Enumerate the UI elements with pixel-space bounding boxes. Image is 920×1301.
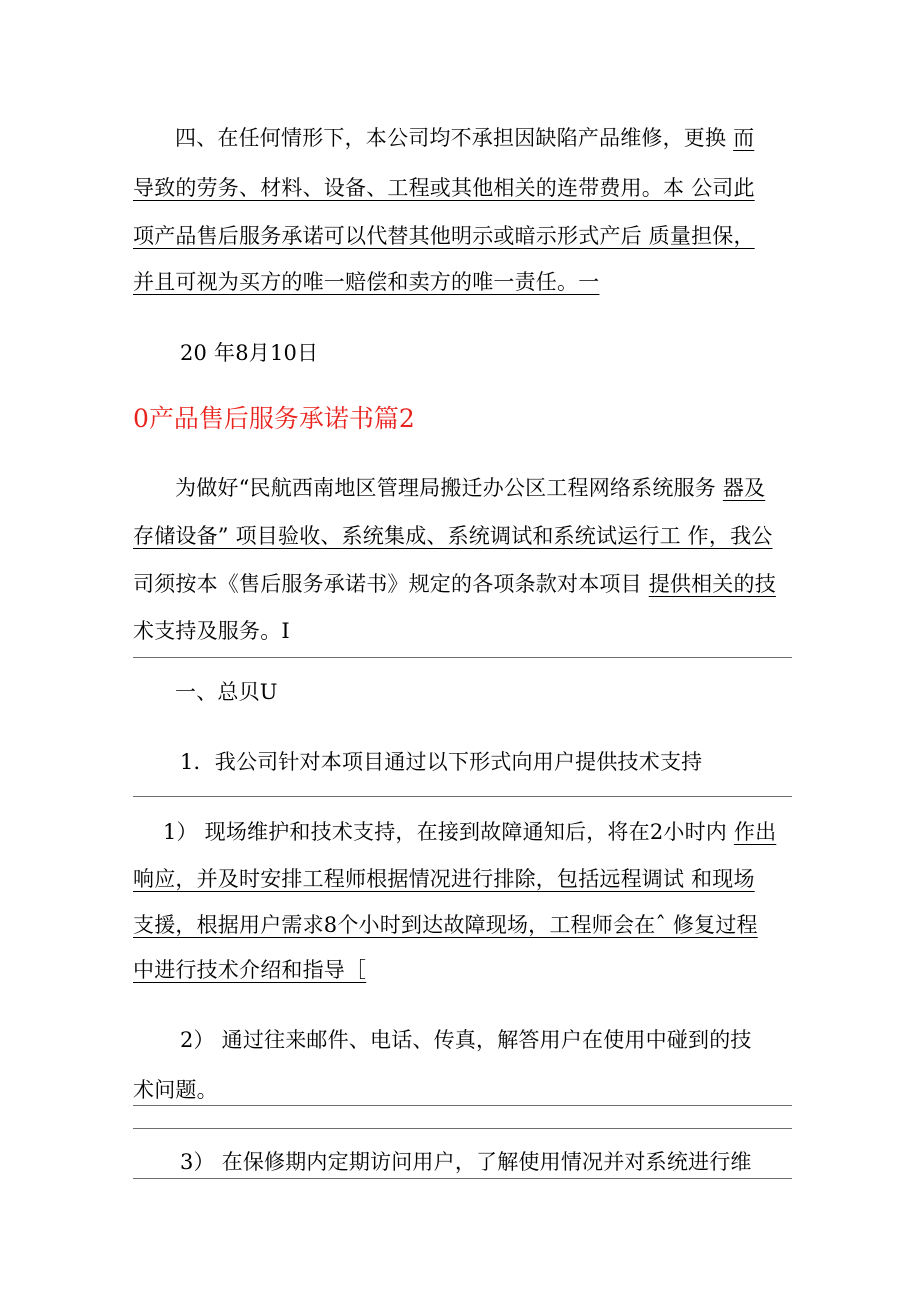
sub1-line1-text: 1） 现场维护和技术支持，在接到故障通知后，将在2小时内 — [163, 820, 727, 844]
para2-line1-text: 为做好“民航西南地区管理局搬迁办公区工程网络系统服务 — [175, 476, 716, 500]
para2-line1 — [175, 474, 765, 502]
para2-line3 — [133, 570, 776, 598]
para2-line3-text: 司须按本《售后服务承诺书》规定的各项条款对本项目 — [133, 572, 642, 596]
divider-rule-5 — [133, 1178, 792, 1179]
para1-line4: 并且可视为买方的唯一赔偿和卖方的唯一责任。一 — [133, 270, 600, 294]
para1-line2: 导致的劳务、材料、设备、工程或其他相关的连带费用。本 公司此 — [133, 176, 755, 200]
para1-line3: 项产品售后服务承诺可以代替其他明示或暗示形式产后 质量担保， — [133, 224, 755, 248]
divider-rule-4 — [133, 1128, 792, 1129]
sub1-line4: 中进行技术介绍和指导［ — [133, 958, 367, 982]
section-heading: 0产品售后服务承诺书篇2 — [133, 404, 415, 433]
sub2-line1: 2） 通过往来邮件、电话、传真，解答用户在使用中碰到的技 — [180, 1028, 752, 1052]
divider-rule-1 — [133, 657, 792, 658]
sub3-line1: 3） 在保修期内定期访问用户，了解使用情况并对系统进行维 — [180, 1150, 752, 1174]
sub1-line2: 响应，并及时安排工程师根据情况进行排除，包括远程调试 和现场 — [133, 867, 755, 891]
sub2-line2: 术问题。 — [133, 1078, 218, 1102]
para1-line1-underlined: 而 — [733, 126, 755, 150]
item1-line: 1．我公司针对本项目通过以下形式向用户提供技术支持 — [180, 750, 703, 774]
para2-line1-underlined: 器及 — [722, 476, 766, 500]
section1-title: 一、总贝U — [175, 680, 278, 704]
para2-line3-underlined: 提供相关的技 — [648, 572, 776, 596]
para1-line1-text: 四、在任何情形下，本公司均不承担因缺陷产品维修，更换 — [175, 126, 727, 150]
para2-line4: 术支持及服务。I — [133, 619, 290, 643]
date-line: 20 年8月10日 — [180, 341, 319, 365]
sub1-line1 — [163, 818, 776, 846]
sub1-line1-underlined: 作出 — [733, 820, 777, 844]
divider-rule-3 — [133, 1105, 792, 1106]
divider-rule-2 — [133, 796, 792, 797]
para2-line2: 存储设备” 项目验收、系统集成、系统调试和系统试运行工 作，我公 — [133, 524, 773, 548]
sub1-line3: 支援，根据用户需求8个小时到达故障现场，工程师会在ˆ 修复过程 — [133, 913, 758, 937]
para1-line1 — [175, 124, 754, 152]
